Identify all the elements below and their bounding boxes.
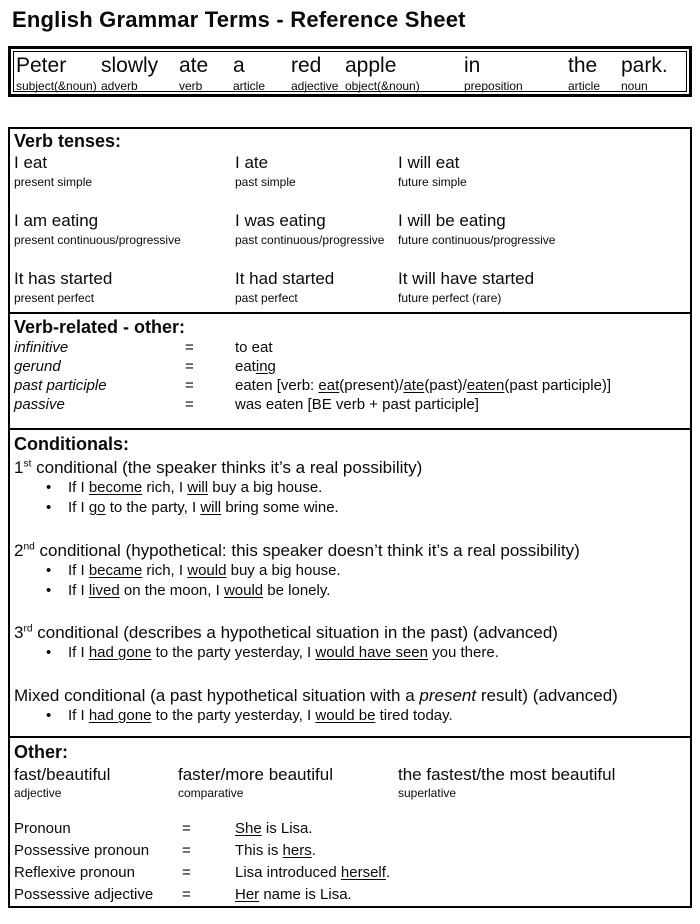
section-verb-tenses xyxy=(10,129,690,312)
sentence-word: a xyxy=(233,54,245,77)
tense-label: present continuous/progressive xyxy=(14,233,181,247)
verb-related-row xyxy=(14,338,684,357)
conditional-title-second: 2nd conditional (hypothetical: this speaker doesn’t think it’s a real possibility) xyxy=(14,541,580,560)
term: Pronoun xyxy=(14,820,71,837)
tense-example: It has started xyxy=(14,269,113,288)
tense-label: future perfect (rare) xyxy=(398,291,502,305)
term-value: Her name is Lisa. xyxy=(235,886,352,903)
sentence-word: apple xyxy=(345,54,397,77)
sentence-word: ate xyxy=(179,54,209,77)
section-heading: Verb-related - other: xyxy=(14,317,186,337)
degree-label: comparative xyxy=(178,786,244,800)
tense-cell xyxy=(235,153,398,189)
bullet-icon: • xyxy=(46,562,52,579)
pronoun-row xyxy=(14,818,684,840)
term: gerund xyxy=(14,358,61,375)
tense-example: I was eating xyxy=(235,211,326,230)
part-of-speech-label: object(&noun) xyxy=(345,79,420,93)
tense-example: I will be eating xyxy=(398,211,506,230)
part-of-speech-label: article xyxy=(233,79,266,93)
sentence-word: the xyxy=(568,54,598,77)
bullet-text: If I go to the party, I will bring some wine. xyxy=(68,499,339,516)
tense-cell xyxy=(14,211,235,247)
pronoun-table xyxy=(14,818,684,906)
equals-sign: = xyxy=(182,886,191,903)
conditional-title-first: 1st conditional (the speaker thinks it’s a real possibility) xyxy=(14,458,423,477)
equals-sign: = xyxy=(182,864,191,881)
main-content-box xyxy=(8,127,692,908)
tense-cell xyxy=(398,153,684,189)
bullet-item xyxy=(14,478,684,498)
degree-cell xyxy=(398,764,684,800)
sentence-word-col xyxy=(101,54,158,93)
section-conditionals xyxy=(10,428,690,736)
tense-label: future continuous/progressive xyxy=(398,233,556,247)
conditional-title-mixed: Mixed conditional (a past hypothetical situation with a present result) (advanced) xyxy=(14,686,618,705)
term-value: Lisa introduced herself. xyxy=(235,864,391,881)
sentence-word: red xyxy=(291,54,322,77)
sentence-word-col xyxy=(568,54,600,93)
bullet-item xyxy=(14,498,684,518)
tense-label: past simple xyxy=(235,175,296,189)
bullet-icon: • xyxy=(46,499,52,516)
section-heading: Conditionals: xyxy=(14,434,129,454)
pronoun-row xyxy=(14,840,684,862)
sentence-word-col xyxy=(16,54,97,93)
pronoun-row xyxy=(14,862,684,884)
verb-related-row xyxy=(14,395,684,414)
tense-row xyxy=(14,153,684,189)
degree-label: superlative xyxy=(398,786,457,800)
bullet-icon: • xyxy=(46,479,52,496)
bullet-text: If I became rich, I would buy a big house. xyxy=(68,562,341,579)
part-of-speech-label: subject(&noun) xyxy=(16,79,97,93)
section-other xyxy=(10,736,690,906)
tense-label: past continuous/progressive xyxy=(235,233,385,247)
equals-sign: = xyxy=(185,396,194,413)
term-value: This is hers. xyxy=(235,842,316,859)
example-sentence-box xyxy=(8,46,692,97)
term: infinitive xyxy=(14,339,69,356)
degree-cell xyxy=(178,764,398,800)
tense-label: past perfect xyxy=(235,291,298,305)
equals-sign: = xyxy=(182,820,191,837)
sentence-word-col xyxy=(621,54,668,93)
equals-sign: = xyxy=(185,377,194,394)
bullet-text: If I become rich, I will buy a big house. xyxy=(68,479,323,496)
sentence-word-col xyxy=(233,54,265,93)
tense-example: I eat xyxy=(14,153,48,172)
tense-label: future simple xyxy=(398,175,467,189)
degrees-of-comparison-row xyxy=(14,764,684,800)
sentence-word-col xyxy=(464,54,523,93)
section-verb-related xyxy=(10,312,690,428)
term: past participle xyxy=(14,377,107,394)
tense-row xyxy=(14,211,684,247)
equals-sign: = xyxy=(185,339,194,356)
sentence-word: in xyxy=(464,54,481,77)
pronoun-row xyxy=(14,884,684,906)
part-of-speech-label: noun xyxy=(621,79,648,93)
sentence-word: slowly xyxy=(101,54,159,77)
term-value: eaten [verb: eat(present)/ate(past)/eaten(past participle)] xyxy=(235,377,612,394)
term: passive xyxy=(14,396,65,413)
tense-cell xyxy=(235,269,398,305)
tense-cell xyxy=(398,269,684,305)
term: Possessive adjective xyxy=(14,886,154,903)
tense-cell xyxy=(14,269,235,305)
sentence-word-col xyxy=(179,54,208,93)
bullet-item xyxy=(14,581,684,601)
bullet-item xyxy=(14,643,684,663)
degree-cell xyxy=(14,764,178,800)
bullet-icon: • xyxy=(46,707,52,724)
term-value: was eaten [BE verb + past participle] xyxy=(235,396,479,413)
sentence-word: Peter xyxy=(16,54,67,77)
equals-sign: = xyxy=(185,358,194,375)
bullet-text: If I lived on the moon, I would be lonely. xyxy=(68,582,331,599)
bullet-item xyxy=(14,561,684,581)
tense-cell xyxy=(235,211,398,247)
verb-related-row xyxy=(14,357,684,376)
term: Possessive pronoun xyxy=(14,842,150,859)
degree-example: fast/beautiful xyxy=(14,765,111,784)
degree-label: adjective xyxy=(14,786,62,800)
part-of-speech-label: article xyxy=(568,79,601,93)
part-of-speech-label: adjective xyxy=(291,79,339,93)
tense-label: present perfect xyxy=(14,291,95,305)
bullet-text: If I had gone to the party yesterday, I would be tired today. xyxy=(68,707,453,724)
term-value: She is Lisa. xyxy=(235,820,313,837)
tense-example: It had started xyxy=(235,269,335,288)
tense-example: It will have started xyxy=(398,269,535,288)
tense-cell xyxy=(398,211,684,247)
bullet-item xyxy=(14,706,684,726)
sentence-word: park. xyxy=(621,54,668,77)
tense-row xyxy=(14,269,684,305)
tense-label: present simple xyxy=(14,175,93,189)
sentence-word-col xyxy=(345,54,420,93)
tense-example: I am eating xyxy=(14,211,99,230)
tense-cell xyxy=(14,153,235,189)
term: Reflexive pronoun xyxy=(14,864,135,881)
bullet-icon: • xyxy=(46,644,52,661)
part-of-speech-label: adverb xyxy=(101,79,138,93)
bullet-icon: • xyxy=(46,582,52,599)
degree-example: the fastest/the most beautiful xyxy=(398,765,616,784)
part-of-speech-label: preposition xyxy=(464,79,523,93)
section-heading: Verb tenses: xyxy=(14,131,122,151)
equals-sign: = xyxy=(182,842,191,859)
degree-example: faster/more beautiful xyxy=(178,765,333,784)
section-heading: Other: xyxy=(14,742,68,762)
tense-example: I ate xyxy=(235,153,269,172)
conditional-title-third: 3rd conditional (describes a hypothetical situation in the past) (advanced) xyxy=(14,623,558,642)
term-value: eating xyxy=(235,358,276,375)
bullet-text: If I had gone to the party yesterday, I would have seen you there. xyxy=(68,644,499,661)
sentence-word-col xyxy=(291,54,338,93)
verb-related-row xyxy=(14,376,684,395)
tense-example: I will eat xyxy=(398,153,460,172)
example-sentence-inner-border xyxy=(13,51,687,92)
page-title: English Grammar Terms - Reference Sheet xyxy=(12,7,466,32)
term-value: to eat xyxy=(235,339,273,356)
part-of-speech-label: verb xyxy=(179,79,203,93)
